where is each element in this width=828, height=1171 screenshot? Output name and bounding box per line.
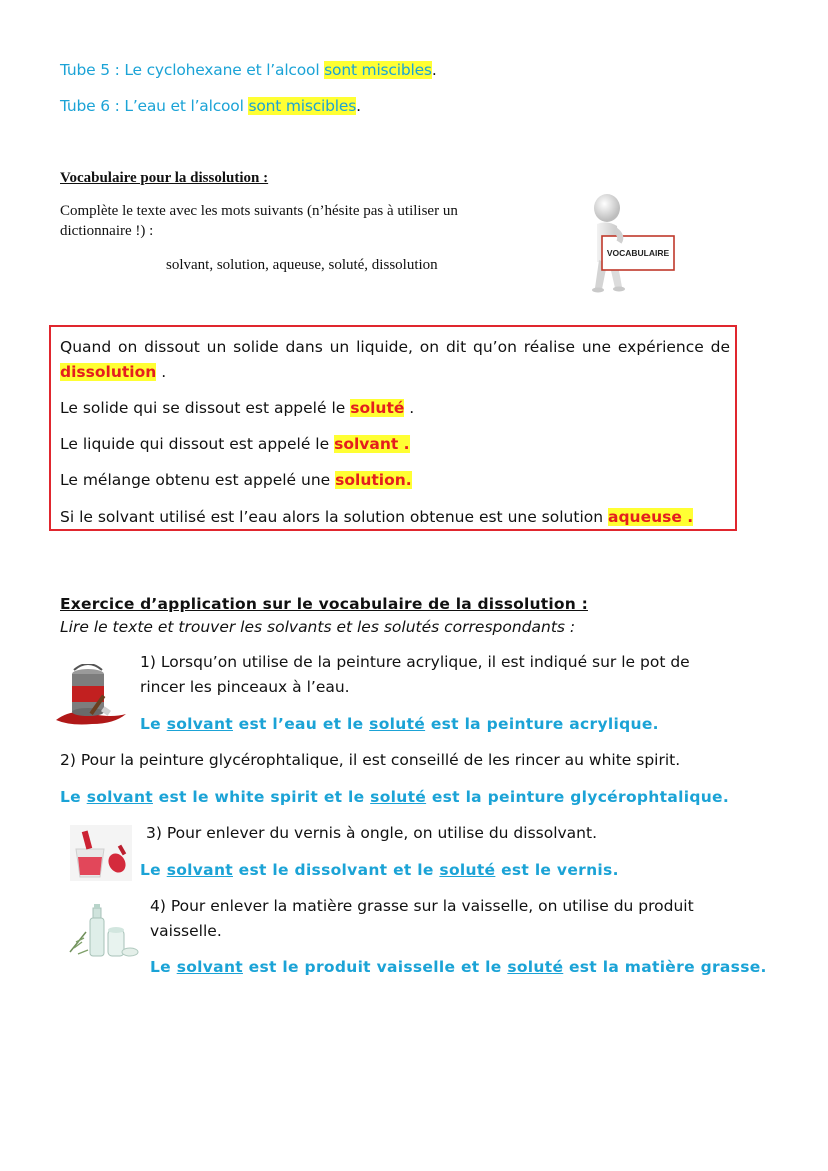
definition-line-5: Si le solvant utilisé est l’eau alors la solution obtenue est une solution aqueuse . (60, 508, 694, 526)
sign-label: VOCABULAIRE (606, 248, 670, 258)
vocabulary-title: Vocabulaire pour la dissolution : (60, 170, 269, 186)
tube6-answer: sont miscibles (248, 97, 357, 115)
answer-4: Le solvant est le produit vaisselle et le soluté est la matière grasse. (150, 958, 767, 976)
tube6-line: Tube 6 : L’eau et l’alcool sont miscibles. (60, 97, 361, 115)
answer-1-solvant: solvant (166, 715, 233, 733)
question-4: 4) Pour enlever la matière grasse sur la vaisselle, on utilise du produit vaisselle. (150, 897, 694, 940)
answer-3: Le solvant est le dissolvant et le soluté est le vernis. (140, 861, 619, 879)
exercise-subtitle: Lire le texte et trouver les solvants et les solutés correspondants : (60, 618, 576, 636)
answer-3-solvant: solvant (166, 861, 233, 879)
paint-can-icon (52, 664, 132, 726)
answer-4-solute: soluté (507, 958, 564, 976)
answer-solute: soluté (350, 399, 405, 417)
definition-line-4: Le mélange obtenu est appelé une solution. (60, 471, 412, 489)
person-holding-sign-icon (585, 192, 677, 296)
answer-solution: solution. (335, 471, 412, 489)
vocabulary-intro: Complète le texte avec les mots suivants (n’hésite pas à utiliser un dictionnaire !) : (60, 203, 458, 239)
answer-dissolution: dissolution (60, 363, 157, 381)
answer-1-solute: soluté (369, 715, 426, 733)
question-1: 1) Lorsqu’on utilise de la peinture acrylique, il est indiqué sur le pot de rincer les pinceaux à l’eau. (140, 653, 690, 696)
question-3: 3) Pour enlever du vernis à ongle, on utilise du dissolvant. (146, 824, 598, 842)
definition-line-1: Quand on dissout un solide dans un liquide, on dit qu’on réalise une expérience de (60, 338, 730, 356)
answer-2: Le solvant est le white spirit et le soluté est la peinture glycérophtalique. (60, 788, 730, 806)
answer-1: Le solvant est l’eau et le soluté est la peinture acrylique. (140, 715, 659, 733)
answer-2-solvant: solvant (86, 788, 153, 806)
word-list: solvant, solution, aqueuse, soluté, dissolution (166, 257, 438, 273)
tube5-line: Tube 5 : Le cyclohexane et l’alcool sont miscibles. (60, 61, 437, 79)
answer-3-solute: soluté (439, 861, 496, 879)
definition-line-1-answer-row: dissolution . (60, 363, 167, 381)
answer-4-solvant: solvant (176, 958, 243, 976)
exercise-title: Exercice d’application sur le vocabulaire de la dissolution : (60, 595, 588, 613)
question-2: 2) Pour la peinture glycérophtalique, il est conseillé de les rincer au white spirit. (60, 751, 681, 769)
answer-aqueuse: aqueuse . (607, 508, 694, 526)
answer-2-solute: soluté (370, 788, 427, 806)
definition-line-3: Le liquide qui dissout est appelé le solvant . (60, 435, 410, 453)
dish-soap-bottles-icon (68, 902, 140, 960)
definition-line-2: Le solide qui se dissout est appelé le soluté . (60, 399, 415, 417)
answer-solvant: solvant . (334, 435, 410, 453)
nail-polish-icon (70, 825, 132, 881)
tube5-answer: sont miscibles (324, 61, 432, 79)
